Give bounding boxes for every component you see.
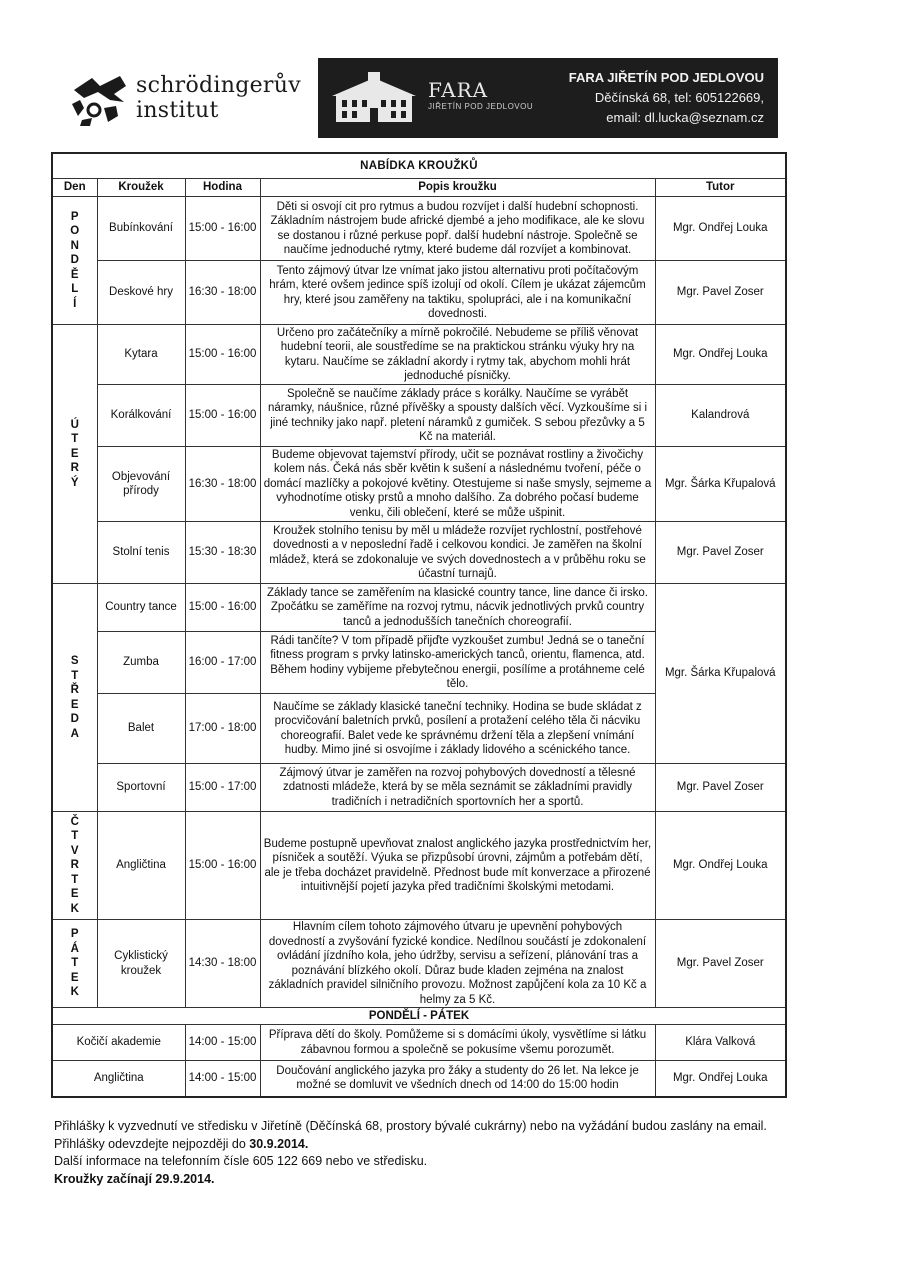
- col-header-tutor: Tutor: [655, 179, 786, 197]
- table-row: [52, 325, 786, 385]
- table-row: [52, 584, 786, 632]
- table-row: [52, 385, 786, 447]
- club-tutor: Mgr. Šárka Křupalová: [655, 584, 786, 764]
- club-tutor: Mgr. Ondřej Louka: [655, 812, 786, 920]
- table-row: [52, 261, 786, 325]
- club-time: 15:30 - 18:30: [185, 522, 260, 584]
- club-tutor: Mgr. Pavel Zoser: [655, 261, 786, 325]
- day-thursday: Č T V R T E K: [52, 812, 97, 920]
- note-pickup: Přihlášky k vyzvednutí ve středisku v Jiřetíně (Děčínská 68, prostory bývalé cukrárny) nebo na vyžádání budou zaslány na email.: [54, 1119, 767, 1133]
- club-time: 15:00 - 16:00: [185, 812, 260, 920]
- club-tutor: Kalandrová: [655, 385, 786, 447]
- col-header-time: Hodina: [185, 179, 260, 197]
- table-row: [52, 1025, 786, 1061]
- club-description: Společně se naučíme základy práce s korálky. Naučíme se vyrábět náramky, náušnice, různé přívěšky a spousty dalších věcí. Vyzkoušíme si i jiné techniky jako např. pletení náramků z gumiček. S sebou přezůvky a 5 Kč na materiál.: [260, 385, 655, 447]
- table-title: NABÍDKA KROUŽKŮ: [52, 153, 786, 179]
- day-monday: P O N D Ě L Í: [52, 197, 97, 325]
- club-tutor: Mgr. Ondřej Louka: [655, 197, 786, 261]
- schrodinger-institute-logo: [70, 70, 301, 128]
- club-time: 15:00 - 16:00: [185, 325, 260, 385]
- club-description: Zájmový útvar je zaměřen na rozvoj pohybových dovedností a tělesné zdatnosti mládeže, která by se měla seznámit se základními pravidly tradičních i netradičních sportovních her a sportů.: [260, 764, 655, 812]
- col-header-day: Den: [52, 179, 97, 197]
- contact-email: email: dl.lucka@seznam.cz: [606, 110, 764, 125]
- club-name: Stolní tenis: [97, 522, 185, 584]
- note-start: Kroužky začínají 29.9.2014.: [54, 1171, 215, 1186]
- club-name: Bubínkování: [97, 197, 185, 261]
- club-description: Příprava dětí do školy. Pomůžeme si s domácími úkoly, vysvětlíme si látku zábavnou formou a společně se pokusíme všemu porozumět.: [260, 1025, 655, 1061]
- note-deadline: Přihlášky odevzdejte nejpozději do 30.9.2014.: [54, 1136, 309, 1151]
- table-row: [52, 812, 786, 920]
- club-time: 15:00 - 16:00: [185, 197, 260, 261]
- club-time: 14:30 - 18:00: [185, 920, 260, 1008]
- club-time: 17:00 - 18:00: [185, 694, 260, 764]
- fara-name: FARA: [428, 78, 489, 102]
- note-info: Další informace na telefonním čísle 605 122 669 nebo ve středisku.: [54, 1154, 428, 1168]
- club-name: Deskové hry: [97, 261, 185, 325]
- table-row: [52, 764, 786, 812]
- club-time: 14:00 - 15:00: [185, 1061, 260, 1097]
- weekday-band-label: PONDĚLÍ - PÁTEK: [52, 1008, 786, 1025]
- club-description: Hlavním cílem tohoto zájmového útvaru je upevnění pohybových dovedností a zvyšování fyzické kondice. Nedílnou součástí je zdokonalení ovládání jízdního kola, jeho údržby, servisu a seřízení, plánování tras a poznávání blízkého okolí. Důraz bude kladen zejména na znalost základních pravidel silničního provozu. Možnost zapůjčení kola za 10 Kč a helmy za 5 Kč.: [260, 920, 655, 1008]
- club-description: Doučování anglického jazyka pro žáky a studenty do 26 let. Na lekce je možné se domluvit ve všedních dnech od 14:00 do 15:00 hodin: [260, 1061, 655, 1097]
- club-name: Kočičí akademie: [52, 1025, 185, 1061]
- club-name: Cyklistický kroužek: [97, 920, 185, 1008]
- club-name: Angličtina: [97, 812, 185, 920]
- club-tutor: Mgr. Ondřej Louka: [655, 325, 786, 385]
- table-row: [52, 447, 786, 522]
- table-header-row: [52, 179, 786, 197]
- club-tutor: Mgr. Pavel Zoser: [655, 920, 786, 1008]
- club-time: 15:00 - 16:00: [185, 385, 260, 447]
- table-row: [52, 1061, 786, 1097]
- club-description: Tento zájmový útvar lze vnímat jako jistou alternativu proti počítačovým hrám, které ovšem jedince spíš izolují od okolí. Cílem je ukázat zájemcům hry, které jsou zaměřeny na taktiku, spolupráci, ale i na komunikační dovednosti.: [260, 261, 655, 325]
- fara-banner: [318, 58, 778, 138]
- fara-subtitle: JIŘETÍN POD JEDLOVOU: [428, 102, 534, 111]
- contact-title: FARA JIŘETÍN POD JEDLOVOU: [568, 70, 764, 85]
- club-time: 15:00 - 16:00: [185, 584, 260, 632]
- club-time: 16:30 - 18:00: [185, 447, 260, 522]
- table-row: [52, 920, 786, 1008]
- club-name: Kytara: [97, 325, 185, 385]
- club-offer-table: [51, 152, 787, 1098]
- col-header-description: Popis kroužku: [260, 179, 655, 197]
- contact-block: [504, 68, 764, 128]
- table-row: [52, 197, 786, 261]
- registration-notes: [54, 1118, 854, 1188]
- day-wednesday: S T Ř E D A: [52, 584, 97, 812]
- col-header-club: Kroužek: [97, 179, 185, 197]
- club-tutor: Klára Valková: [655, 1025, 786, 1061]
- club-tutor: Mgr. Pavel Zoser: [655, 764, 786, 812]
- day-tuesday: Ú T E R Ý: [52, 325, 97, 584]
- logo-text: schrödingerův institut: [136, 73, 301, 123]
- cat-logo-icon: [70, 72, 128, 126]
- club-tutor: Mgr. Šárka Křupalová: [655, 447, 786, 522]
- club-name: Sportovní: [97, 764, 185, 812]
- contact-address: Děčínská 68, tel: 605122669,: [594, 90, 764, 105]
- club-description: Základy tance se zaměřením na klasické country tance, line dance či irsko. Zpočátku se zaměříme na rozvoj rytmu, nácvik jednotlivých prvků country tanců a jednodušších tanečních choreografií.: [260, 584, 655, 632]
- deadline-date: 30.9.2014.: [249, 1136, 309, 1151]
- club-name: Country tance: [97, 584, 185, 632]
- club-name: Angličtina: [52, 1061, 185, 1097]
- club-description: Rádi tančíte? V tom případě přijďte vyzkoušet zumbu! Jedná se o taneční fitness program s prvky latinsko-amerických tanců, orientu, flamenca, atd. Během hodiny vybijeme přebytečnou energii, posílíme a protáhneme celé tělo.: [260, 632, 655, 694]
- club-description: Naučíme se základy klasické taneční techniky. Hodina se bude skládat z procvičování baletních prvků, posílení a protažení celého těla či nácviku choreografií. Balet vede ke správnému držení těla a zlepšení vnímání hudby. Mimo jiné si osvojíme i základy lidového a scénického tance.: [260, 694, 655, 764]
- club-time: 16:00 - 17:00: [185, 632, 260, 694]
- fara-building-icon: [332, 72, 416, 126]
- club-description: Kroužek stolního tenisu by měl u mládeže rozvíjet rychlostní, postřehové dovednosti a v neposlední řadě i celkovou kondici. Je zaměřen na školní mládež, která se zdokonaluje ve svých dovednostech a v průběhu roku se účastní turnajů.: [260, 522, 655, 584]
- table-row: [52, 522, 786, 584]
- club-name: Korálkování: [97, 385, 185, 447]
- club-name: Balet: [97, 694, 185, 764]
- club-description: Děti si osvojí cit pro rytmus a budou rozvíjet i další hudební schopnosti. Základním nástrojem bude africké djembé a jeho modifikace, ale ke slovu se dostanou i různé perkuse popř. další hudební nástroje. Společně se naučíme jednoduché rytmy, které budeme dál rozvíjet a kombinovat.: [260, 197, 655, 261]
- day-friday: P Á T E K: [52, 920, 97, 1008]
- club-tutor: Mgr. Ondřej Louka: [655, 1061, 786, 1097]
- weekday-band-row: [52, 1008, 786, 1025]
- club-name: Zumba: [97, 632, 185, 694]
- club-time: 15:00 - 17:00: [185, 764, 260, 812]
- club-tutor: Mgr. Pavel Zoser: [655, 522, 786, 584]
- club-description: Budeme objevovat tajemství přírody, učit se poznávat rostliny a živočichy kolem nás. Čeká nás sběr květin k sušení a následnému tvoření, péče o domácí mazlíčky a pokojové květiny. Otestujeme si naše smysly, sejmeme a vyhodnotíme otisky prstů a mnoho dalšího. Za dobrého počasí budeme venku, čili oblečení, které se může ušpinit.: [260, 447, 655, 522]
- club-time: 16:30 - 18:00: [185, 261, 260, 325]
- club-time: 14:00 - 15:00: [185, 1025, 260, 1061]
- club-description: Určeno pro začátečníky a mírně pokročilé. Nebudeme se příliš věnovat hudební teorii, ale soustředíme se na praktickou stránku výuky hry na kytaru. Naučíme se základní akordy i rytmy tak, abychom mohli hrát jednoduché písničky.: [260, 325, 655, 385]
- club-name: Objevování přírody: [97, 447, 185, 522]
- club-description: Budeme postupně upevňovat znalost anglického jazyka prostřednictvím her, písniček a soutěží. Výuka se přizpůsobí úrovni, zájmům a potřebám dětí, ale je třeba docházet pravidelně. Přednost bude mít konverzace a přirozené intuitivnější pojetí jazyka před tradičními školskými metodami.: [260, 812, 655, 920]
